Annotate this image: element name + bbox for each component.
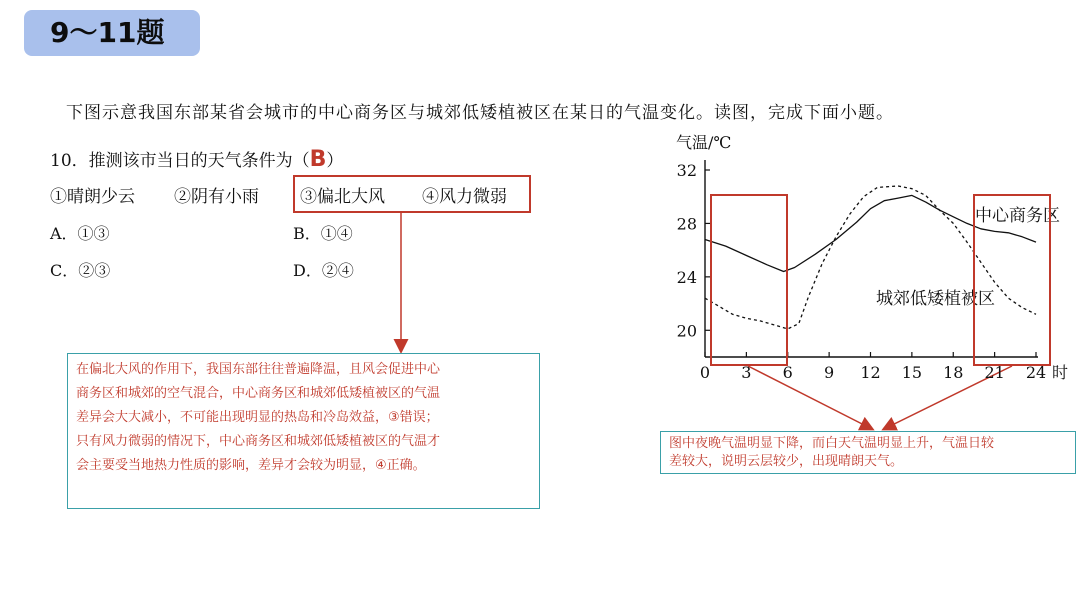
y-tick-label: 20 bbox=[676, 321, 697, 341]
series-label-suburb: 城郊低矮植被区 bbox=[876, 289, 995, 309]
choice-d[interactable]: D．②④ bbox=[293, 261, 354, 280]
y-tick-label: 24 bbox=[676, 267, 697, 287]
x-axis-label: 时 bbox=[1052, 363, 1069, 382]
question-stem-close: ） bbox=[326, 151, 344, 171]
choice-c[interactable]: C．②③ bbox=[50, 261, 111, 280]
x-tick-label: 3 bbox=[741, 363, 752, 382]
answer-mark: B bbox=[309, 147, 327, 172]
y-tick-label: 32 bbox=[676, 161, 697, 180]
highlight-box-night-early bbox=[710, 194, 788, 366]
x-tick-label: 9 bbox=[824, 363, 835, 382]
x-tick-label: 21 bbox=[984, 363, 1005, 382]
x-tick-label: 0 bbox=[699, 363, 711, 382]
x-tick-label: 6 bbox=[782, 363, 793, 382]
intro-text: 下图示意我国东部某省会城市的中心商务区与城郊低矮植被区在某日的气温变化。读图，完成下面小题。 bbox=[66, 103, 894, 123]
question-stem-text: 10．推测该市当日的天气条件为（ bbox=[50, 151, 310, 171]
x-tick-label: 18 bbox=[943, 363, 964, 382]
x-tick-label: 15 bbox=[901, 363, 923, 382]
explanation-night-line: 差较大，说明云层较少，出现晴朗天气。 bbox=[669, 454, 904, 469]
condition-3: ③偏北大风 bbox=[300, 187, 385, 207]
explanation-wind-line: 商务区和城郊的空气混合，中心商务区和城郊低矮植被区的气温 bbox=[76, 386, 441, 401]
explanation-wind-line: 差异会大大减小，不可能出现明显的热岛和冷岛效益，③错误； bbox=[76, 410, 439, 425]
condition-4: ④风力微弱 bbox=[422, 187, 507, 207]
choice-b[interactable]: B．①④ bbox=[293, 224, 353, 243]
explanation-night-line: 图中夜晚气温明显下降，而白天气温明显上升，气温日较 bbox=[669, 436, 995, 451]
y-tick-label: 28 bbox=[676, 214, 697, 234]
highlight-box-night-late bbox=[973, 194, 1051, 366]
series-label-cbd: 中心商务区 bbox=[975, 206, 1060, 226]
choice-a[interactable]: A．①③ bbox=[50, 224, 110, 243]
condition-1: ①晴朗少云 bbox=[50, 187, 135, 207]
explanation-wind-line: 会主要受当地热力性质的影响，差异才会较为明显，④正确。 bbox=[76, 458, 426, 473]
x-tick-label: 24 bbox=[1025, 363, 1047, 382]
explanation-wind-line: 只有风力微弱的情况下，中心商务区和城郊低矮植被区的气温才 bbox=[76, 434, 441, 449]
condition-2: ②阴有小雨 bbox=[174, 187, 259, 207]
explanation-wind-line: 在偏北大风的作用下，我国东部往往普遍降温，且风会促进中心 bbox=[76, 362, 441, 377]
section-title: 9～11题 bbox=[24, 10, 200, 56]
y-axis-label: 气温/℃ bbox=[676, 133, 732, 152]
x-tick-label: 12 bbox=[860, 363, 881, 382]
